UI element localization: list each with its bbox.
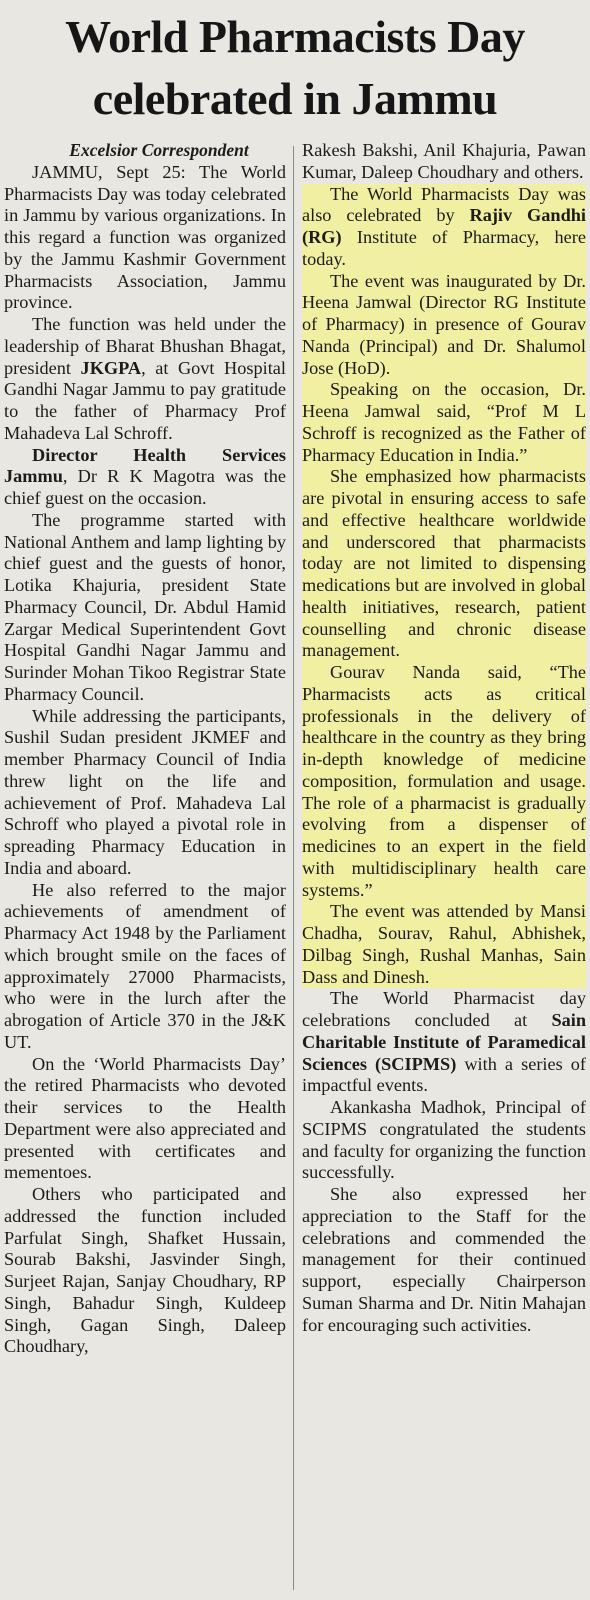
paragraph bbox=[302, 988, 586, 1097]
headline-line-1: World Pharmacists Day bbox=[65, 11, 525, 62]
paragraph: Rakesh Bakshi, Anil Khajuria, Pawan Kumar, Daleep Choudhary and others. bbox=[302, 140, 586, 182]
paragraph: On the ‘World Pharmacists Day’ the retired Pharmacists who devoted their services to the Health Department were also appreciated and presented with certificates and mementoes. bbox=[4, 1053, 286, 1183]
bold-run: Director Health Services Jammu bbox=[4, 444, 286, 487]
paragraph: She emphasized how pharmacists are pivotal in ensuring access to safe and effective healthcare worldwide and underscored that pharmacists today are not limited to dispensing medications but are involved in global health initiatives, research, patient counselling and chronic disease management. bbox=[302, 466, 586, 661]
text-run: The World Pharmacist day celebrations concluded at bbox=[302, 988, 586, 1030]
text-run: with a series of impactful events. bbox=[302, 1053, 586, 1096]
paragraph: The event was attended by Mansi Chadha, Sourav, Rahul, Abhishek, Dilbag Singh, Rushal Manhas, Sain Dass and Dinesh. bbox=[302, 901, 586, 987]
right-column bbox=[302, 140, 586, 1336]
left-column bbox=[4, 140, 286, 1358]
text-run: , Dr R K Magotra was the chief guest on the occasion. bbox=[4, 466, 286, 508]
text-run: Institute of Pharmacy, here today. bbox=[302, 227, 586, 269]
bold-run: Sain Charitable Institute of Paramedical Sciences (SCIPMS) bbox=[302, 1010, 586, 1074]
paragraph: He also referred to the major achievements of amendment of Pharmacy Act 1948 by the Parliament which brought smile on the faces of approximately 27000 Pharmacists, who were in the lurch after the abrogation of Article 370 in the J&K UT. bbox=[4, 879, 286, 1052]
highlighted-section bbox=[302, 184, 586, 989]
paragraph bbox=[4, 445, 286, 510]
paragraph: The event was inaugurated by Dr. Heena Jamwal (Director RG Institute of Pharmacy) in presence of Gourav Nanda (Principal) and Dr. Shalumol Jose (HoD). bbox=[302, 270, 586, 378]
headline-line-2: celebrated in Jammu bbox=[92, 73, 498, 124]
byline: Excelsior Correspondent bbox=[69, 140, 249, 160]
paragraph: The programme started with National Anthem and lamp lighting by chief guest and the guests of honor, Lotika Khajuria, president State Pharmacy Council, Dr. Abdul Hamid Zargar Medical Superintendent Govt Hospital Gandhi Nagar Jammu and Surinder Mohan Tikoo Registrar State Pharmacy Council. bbox=[4, 509, 286, 704]
bold-run: Rajiv Gandhi (RG) bbox=[302, 205, 586, 247]
paragraph bbox=[302, 184, 586, 271]
bold-run: JKGPA bbox=[80, 357, 142, 378]
text-run: The World Pharmacists Day was also celebrated by bbox=[302, 183, 586, 226]
text-run: , at Govt Hospital Gandhi Nagar Jammu to pay gratitude to the father of Pharmacy Prof Mahadeva Lal Schroff. bbox=[4, 357, 286, 443]
paragraph: While addressing the participants, Sushil Sudan president JKMEF and member Pharmacy Council of India threw light on the life and achievement of Prof. Mahadeva Lal Schroff who played a pivotal role in spreading Pharmacy Education in India and aboard. bbox=[4, 705, 286, 878]
paragraph bbox=[4, 314, 286, 445]
headline bbox=[0, 6, 590, 130]
column-divider bbox=[293, 146, 294, 1590]
paragraph: Others who participated and addressed the function included Parfulat Singh, Shafket Hussain, Sourab Bakshi, Jasvinder Singh, Surjeet Rajan, Sanjay Choudhary, RP Singh, Bahadur Singh, Kuldeep Singh, Gagan Singh, Daleep Choudhary, bbox=[4, 1184, 286, 1357]
paragraph: Akankasha Madhok, Principal of SCIPMS congratulated the students and faculty for organizing the function successfully. bbox=[302, 1097, 586, 1183]
text-run: The function was held under the leadership of Bharat Bhushan Bhagat, president bbox=[4, 314, 286, 378]
paragraph: JAMMU, Sept 25: The World Pharmacists Day was today celebrated in Jammu by various organizations. In this regard a function was organized by the Jammu Kashmir Government Pharmacists Association, Jammu province. bbox=[4, 161, 286, 313]
paragraph: Speaking on the occasion, Dr. Heena Jamwal said, “Prof M L Schroff is recognized as the Father of Pharmacy Education in India.” bbox=[302, 379, 586, 465]
paragraph: She also expressed her appreciation to the Staff for the celebrations and commended the management for their continued support, especially Chairperson Suman Sharma and Dr. Nitin Mahajan for encouraging such activities. bbox=[302, 1184, 586, 1335]
paragraph: Gourav Nanda said, “The Pharmacists acts as critical professionals in the delivery of healthcare in the country as they bring in-depth knowledge of medicine composition, formulation and usage. The role of a pharmacist is gradually evolving from a dispenser of medicines to an expert in the field with multidisciplinary health care systems.” bbox=[302, 662, 586, 900]
